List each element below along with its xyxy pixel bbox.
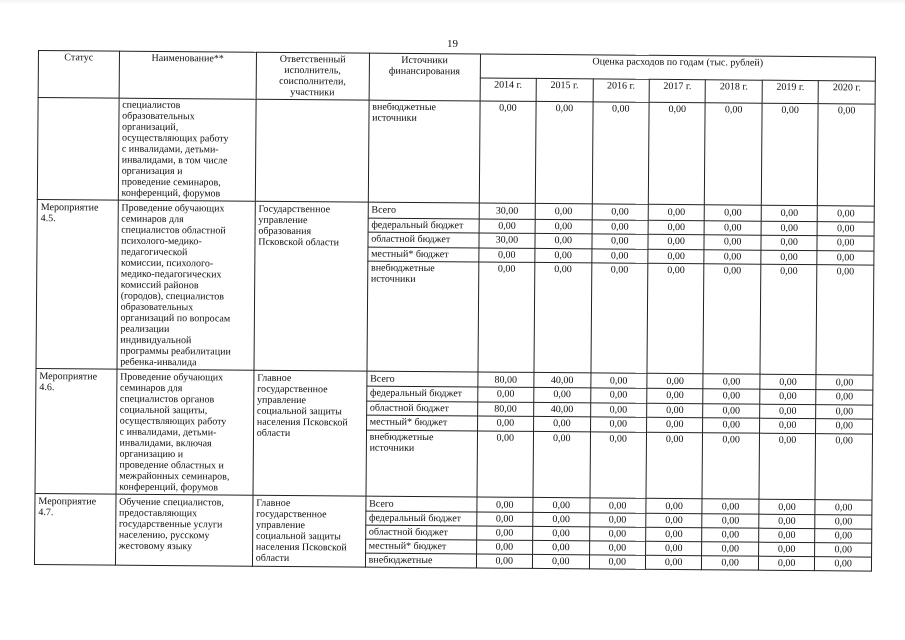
value-cell: 0,00 [759, 419, 816, 434]
table-body [34, 98, 875, 572]
value-cell: 0,00 [534, 262, 591, 372]
value-cell: 0,00 [533, 431, 590, 498]
value-cell: 0,00 [592, 219, 649, 234]
value-cell: 0,00 [592, 102, 649, 204]
funding-source: внебюджетные источники [368, 100, 480, 203]
funding-source: областной бюджет [365, 525, 476, 540]
year-header: 2018 г. [706, 79, 763, 103]
value-cell: 0,00 [647, 373, 704, 389]
responsible-header: Ответственный исполнитель, соисполнители, участники [256, 52, 369, 100]
funding-source: внебюджетные источники [366, 430, 477, 497]
sources-header: Источники финансирования [369, 53, 480, 101]
funding-source: местный* бюджет [366, 415, 477, 430]
funding-source: местный* бюджет [368, 247, 479, 262]
measure-status: Мероприятие 4.6. [35, 368, 117, 494]
value-cell: 0,00 [533, 526, 590, 540]
budget-table [34, 50, 876, 572]
value-cell: 0,00 [646, 541, 703, 555]
funding-source: внебюджетные [365, 553, 476, 568]
funding-source: областной бюджет [366, 401, 477, 416]
value-cell: 0,00 [818, 104, 875, 206]
value-cell: 0,00 [758, 542, 815, 556]
funding-source: Всего [368, 202, 479, 218]
value-cell: 0,00 [702, 528, 759, 542]
value-cell: 0,00 [478, 248, 535, 263]
value-cell: 0,00 [815, 529, 872, 543]
funding-source: Всего [366, 496, 477, 512]
value-cell: 0,00 [646, 527, 703, 541]
value-cell: 0,00 [476, 497, 533, 512]
value-cell: 0,00 [476, 526, 533, 540]
value-cell: 0,00 [533, 512, 590, 526]
value-cell: 0,00 [533, 540, 590, 554]
value-cell: 0,00 [702, 542, 759, 556]
value-cell: 30,00 [479, 233, 536, 248]
value-cell: 0,00 [589, 498, 646, 513]
estimate-header: Оценка расходов по годам (тыс. рублей) [480, 54, 876, 81]
value-cell: 0,00 [703, 404, 760, 419]
value-cell: 0,00 [646, 418, 703, 433]
value-cell: 0,00 [648, 220, 705, 235]
value-cell: 0,00 [589, 541, 646, 555]
funding-source: федеральный бюджет [366, 387, 477, 402]
value-cell: 0,00 [702, 514, 759, 528]
scan-top-edge [0, 0, 905, 4]
value-cell: 0,00 [477, 416, 534, 431]
value-cell: 0,00 [591, 234, 648, 249]
value-cell: 0,00 [646, 513, 703, 527]
measure-name: Проведение обучающих семинаров для специалистов органов социальной защиты, осуществляющих работу с инвалидами, детьми- инвалидами, включая организацию и проведение областных и межрайонных семинаров, конференций, форумов [116, 369, 254, 495]
year-header: 2019 г. [762, 80, 819, 104]
value-cell: 0,00 [761, 205, 818, 221]
value-cell: 0,00 [816, 375, 873, 391]
name-header: Наименование** [119, 51, 256, 99]
value-cell: 0,00 [590, 373, 647, 389]
measure-name: Обучение специалистов, предоставляющих государственные услуги населению, русскому жестовому языку [115, 494, 253, 566]
value-cell: 0,00 [816, 419, 873, 434]
year-header: 2020 г. [818, 80, 875, 104]
value-cell: 0,00 [479, 219, 536, 234]
year-header: 2014 г. [480, 77, 537, 101]
measure-status: Мероприятие 4.7. [34, 493, 115, 565]
responsible-cell: Главное государственное управление социальной защиты населения Псковской области [252, 495, 365, 567]
value-cell: 0,00 [759, 528, 816, 542]
value-cell: 0,00 [647, 263, 704, 373]
value-cell: 0,00 [477, 431, 534, 498]
value-cell: 0,00 [648, 234, 705, 249]
value-cell: 0,00 [759, 499, 816, 514]
value-cell: 0,00 [759, 514, 816, 528]
value-cell: 0,00 [478, 262, 535, 372]
value-cell: 0,00 [590, 417, 647, 432]
value-cell: 0,00 [476, 554, 533, 568]
value-cell: 0,00 [760, 404, 817, 419]
value-cell: 0,00 [760, 264, 817, 374]
value-cell: 0,00 [534, 417, 591, 432]
value-cell: 0,00 [761, 250, 818, 265]
value-cell: 0,00 [645, 555, 702, 569]
value-cell: 0,00 [591, 248, 648, 263]
value-cell: 0,00 [761, 235, 818, 250]
year-header: 2015 г. [536, 78, 593, 102]
value-cell: 0,00 [758, 556, 815, 570]
value-cell: 0,00 [817, 250, 874, 265]
value-cell: 0,00 [815, 500, 872, 515]
responsible-cell [255, 99, 369, 202]
funding-source: федеральный бюджет [365, 511, 476, 526]
continuation-row [37, 98, 875, 207]
value-cell: 0,00 [761, 221, 818, 236]
responsible-cell: Государственное управление образования Псковской области [254, 201, 368, 371]
value-cell: 0,00 [589, 513, 646, 527]
value-cell: 0,00 [703, 374, 760, 390]
value-cell: 0,00 [533, 497, 590, 512]
value-cell: 0,00 [705, 103, 762, 205]
value-cell: 0,00 [816, 265, 874, 375]
value-cell: 0,00 [535, 248, 592, 263]
page-number: 19 [447, 38, 458, 50]
value-cell: 0,00 [760, 374, 817, 390]
status-cell [37, 98, 118, 201]
funding-source: областной бюджет [368, 232, 479, 247]
value-cell: 0,00 [477, 387, 534, 402]
value-cell: 0,00 [592, 204, 649, 220]
value-cell: 0,00 [590, 432, 647, 499]
funding-source: внебюджетные источники [367, 261, 479, 372]
value-cell: 0,00 [818, 206, 875, 222]
value-cell: 0,00 [535, 101, 592, 203]
value-cell: 0,00 [703, 389, 760, 404]
value-cell: 0,00 [534, 388, 591, 403]
value-cell: 0,00 [760, 390, 817, 405]
value-cell: 0,00 [815, 515, 872, 529]
value-cell: 0,00 [703, 418, 760, 433]
status-header: Статус [38, 51, 119, 99]
value-cell: 0,00 [648, 204, 705, 220]
value-cell: 80,00 [477, 402, 534, 417]
value-cell: 0,00 [704, 249, 761, 264]
value-cell: 0,00 [590, 388, 647, 403]
value-cell: 0,00 [815, 433, 872, 500]
value-cell: 0,00 [535, 233, 592, 248]
value-cell: 40,00 [534, 372, 591, 388]
value-cell: 40,00 [534, 402, 591, 417]
value-cell: 0,00 [647, 389, 704, 404]
value-cell: 0,00 [646, 432, 703, 499]
value-cell: 0,00 [702, 499, 759, 514]
value-cell: 0,00 [590, 403, 647, 418]
responsible-cell: Главное государственное управление социальной защиты населения Псковской области [253, 370, 367, 496]
value-cell: 0,00 [702, 433, 759, 500]
value-cell: 0,00 [535, 219, 592, 234]
measure-name: специалистов образовательных организаций, осуществляющих работу с инвалидами, детьми- инвалидами, в том числе организация и проведение семинаров, конференций, форумов [118, 98, 256, 201]
year-header: 2017 г. [649, 79, 706, 103]
value-cell: 0,00 [816, 405, 873, 420]
value-cell: 0,00 [815, 557, 872, 571]
value-cell: 0,00 [703, 264, 760, 374]
year-header: 2016 г. [593, 78, 650, 102]
value-cell: 0,00 [648, 249, 705, 264]
value-cell: 0,00 [817, 221, 874, 236]
funding-source: Всего [367, 371, 478, 387]
value-cell: 0,00 [589, 555, 646, 569]
value-cell: 0,00 [761, 103, 818, 205]
value-cell: 0,00 [702, 556, 759, 570]
value-cell: 0,00 [589, 527, 646, 541]
funding-source: федеральный бюджет [368, 218, 479, 233]
value-cell: 0,00 [476, 540, 533, 554]
value-cell: 0,00 [647, 403, 704, 418]
value-cell: 0,00 [479, 101, 536, 203]
value-cell: 0,00 [535, 203, 592, 219]
value-cell: 0,00 [759, 433, 816, 500]
measure-name: Проведение обучающих семинаров для специалистов областной психолого-медико- педагогической комиссии, психолого- медико-педагогических комиссий районов (городов), специалистов образовательных организаций по вопросам реализации индивидуальной программы реабилитации ребенка-инвалида [117, 200, 255, 370]
value-cell: 0,00 [704, 220, 761, 235]
value-cell: 0,00 [817, 236, 874, 251]
value-cell: 0,00 [646, 498, 703, 513]
value-cell: 30,00 [479, 203, 536, 219]
value-cell: 0,00 [815, 543, 872, 557]
value-cell: 0,00 [705, 205, 762, 221]
value-cell: 0,00 [476, 512, 533, 526]
value-cell: 0,00 [533, 554, 590, 568]
table-header [38, 51, 875, 105]
measure-status: Мероприятие 4.5. [36, 199, 118, 369]
value-cell: 0,00 [648, 102, 705, 204]
funding-source: местный* бюджет [365, 539, 476, 554]
value-cell: 0,00 [704, 235, 761, 250]
value-cell: 0,00 [816, 390, 873, 405]
value-cell: 80,00 [477, 372, 534, 388]
value-cell: 0,00 [590, 263, 647, 373]
